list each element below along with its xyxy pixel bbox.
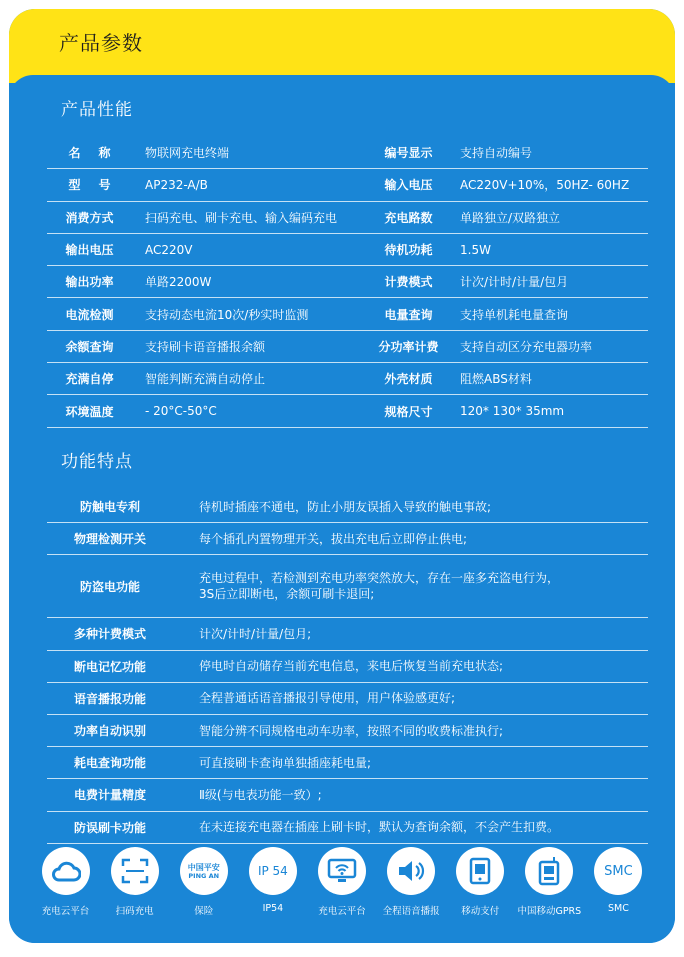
logo-sub: PING AN	[188, 871, 220, 880]
feature-description	[173, 626, 648, 642]
badge-label: 保险	[194, 906, 214, 917]
spec-row	[47, 202, 648, 234]
spec-label: 输出电压	[65, 243, 114, 258]
ping-an-logo	[180, 847, 228, 895]
badge-item	[31, 847, 100, 917]
feature-row	[47, 747, 648, 779]
feature-label: 防误刷卡功能	[73, 820, 146, 835]
feature-description	[173, 531, 648, 547]
badge-text: IP 54	[257, 864, 288, 878]
feature-description-line: 在未连接充电器在插座上刷卡时，默认为查询余额，不会产生扣费。	[199, 820, 560, 835]
spec-row	[47, 137, 648, 169]
spec-label: 电量查询	[384, 307, 433, 322]
spec-row	[47, 331, 648, 363]
feature-description	[173, 787, 648, 803]
feature-description-line: 待机时插座不通电，防止小朋友误插入导致的触电事故;	[199, 499, 492, 514]
badge-item	[238, 847, 307, 917]
badge-item	[100, 847, 169, 917]
feature-row	[47, 618, 648, 650]
feature-label: 断电记忆功能	[73, 659, 146, 674]
ip54-icon	[249, 847, 297, 895]
specs-table	[47, 137, 648, 428]
feature-row	[47, 555, 648, 618]
feature-row	[47, 523, 648, 555]
feature-description-line: 计次/计时/计量/包月;	[199, 626, 312, 641]
spec-value: 支持刷卡语音播报余额	[145, 339, 266, 354]
spec-label: 消费方式	[65, 210, 114, 225]
page-title: 产品参数	[59, 31, 143, 55]
spec-label: 输入电压	[384, 178, 433, 193]
feature-row	[47, 683, 648, 715]
feature-description	[173, 658, 648, 674]
mobile-pay-icon	[456, 847, 504, 895]
spec-value: AC220V	[145, 242, 193, 257]
monitor-wifi-icon	[318, 847, 366, 895]
feature-description-line: Ⅱ级(与电表功能一致）;	[199, 787, 322, 802]
spec-label: 外壳材质	[384, 372, 433, 387]
spec-label: 规格尺寸	[384, 404, 433, 419]
feature-label: 防盗电功能	[79, 579, 140, 594]
feature-label: 多种计费模式	[73, 627, 146, 642]
speaker-icon	[387, 847, 435, 895]
feature-label: 耗电查询功能	[73, 756, 146, 771]
spec-label: 待机功耗	[384, 243, 433, 258]
cloud-icon	[42, 847, 90, 895]
spec-row	[47, 298, 648, 330]
specs-section-title: 产品性能	[61, 100, 133, 120]
spec-value: 物联网充电终端	[145, 146, 230, 161]
feature-row	[47, 715, 648, 747]
feature-description	[173, 755, 648, 771]
feature-description-line: 充电过程中，若检测到充电功率突然放大，存在一座多充盗电行为，	[199, 571, 560, 586]
spec-value: AP232-A/B	[145, 177, 208, 192]
feature-description	[173, 819, 648, 835]
spec-row	[47, 395, 648, 427]
spec-label: 型号	[68, 178, 129, 193]
feature-description-line: 停电时自动储存当前充电信息，来电后恢复当前充电状态;	[199, 659, 504, 674]
feature-label: 防触电专利	[79, 500, 140, 515]
spec-value: 单路独立/双路独立	[460, 210, 561, 225]
spec-value: AC220V+10%，50HZ- 60HZ	[460, 178, 630, 193]
spec-value: 智能判断充满自动停止	[145, 372, 266, 387]
feature-label: 物理检测开关	[73, 532, 146, 547]
spec-value: 支持单机耗电量查询	[460, 307, 569, 322]
badge-item	[169, 847, 238, 917]
feature-description	[173, 570, 648, 602]
feature-badges	[31, 847, 653, 917]
features-section-title: 功能特点	[61, 452, 133, 472]
spec-value: - 20°C-50°C	[145, 404, 217, 419]
feature-description	[173, 690, 648, 706]
badge-item	[377, 847, 446, 917]
badge-label: 扫码充电	[115, 906, 154, 917]
spec-label: 计费模式	[384, 275, 433, 290]
feature-row	[47, 812, 648, 844]
spec-label: 输出功率	[65, 275, 114, 290]
spec-value: 阻燃ABS材料	[460, 372, 532, 387]
badge-item	[307, 847, 376, 917]
badge-item	[584, 847, 653, 917]
spec-label: 环境温度	[65, 404, 114, 419]
badge-label: 充电云平台	[318, 906, 366, 917]
badge-item	[446, 847, 515, 917]
spec-value: 支持自动编号	[460, 146, 533, 161]
feature-description	[173, 723, 648, 739]
badge-label: 充电云平台	[41, 906, 90, 917]
spec-row	[47, 363, 648, 395]
badge-label: 移动支付	[461, 906, 500, 917]
spec-label: 电流检测	[65, 307, 114, 322]
badge-label: SMC	[607, 903, 629, 914]
feature-description-line: 智能分辨不同规格电动车功率，按照不同的收费标准执行;	[199, 723, 504, 738]
spec-label: 编号显示	[384, 146, 433, 161]
features-table	[47, 491, 648, 844]
scan-icon	[111, 847, 159, 895]
spec-value: 计次/计时/计量/包月	[460, 275, 569, 290]
spec-label: 分功率计费	[378, 339, 439, 354]
feature-description-line: 可直接刷卡查询单独插座耗电量;	[199, 755, 372, 770]
feature-description-line: 全程普通话语音播报引导使用，用户体验感更好;	[199, 691, 456, 706]
spec-value: 支持自动区分充电器功率	[460, 339, 593, 354]
badge-label: 中国移动GPRS	[517, 906, 582, 917]
spec-value: 单路2200W	[145, 275, 212, 290]
feature-row	[47, 491, 648, 523]
feature-description-line: 3S后立即断电，余额可刷卡退回;	[199, 587, 375, 602]
feature-description	[173, 499, 648, 515]
smc-icon	[594, 847, 642, 895]
spec-label: 名称	[68, 146, 129, 161]
badge-label: IP54	[262, 903, 284, 914]
spec-row	[47, 234, 648, 266]
feature-row	[47, 651, 648, 683]
badge-item	[515, 847, 584, 917]
logo-text: 中国平安	[187, 862, 220, 872]
gprs-device-icon	[525, 847, 573, 895]
spec-label: 余额查询	[65, 339, 114, 354]
feature-row	[47, 779, 648, 811]
spec-value: 支持动态电流10次/秒实时监测	[145, 307, 309, 322]
spec-value: 120* 130* 35mm	[460, 404, 565, 419]
feature-label: 电费计量精度	[73, 788, 146, 803]
feature-description-line: 每个插孔内置物理开关，拔出充电后立即停止供电;	[199, 531, 468, 546]
spec-label: 充满自停	[65, 372, 114, 387]
spec-value: 扫码充电、刷卡充电、输入编码充电	[145, 210, 338, 225]
badge-label: 全程语音播报	[382, 906, 440, 917]
product-card	[9, 9, 675, 943]
spec-row	[47, 169, 648, 201]
spec-row	[47, 266, 648, 298]
spec-value: 1.5W	[460, 242, 491, 257]
header-banner	[9, 9, 675, 83]
badge-text: SMC	[604, 863, 633, 879]
feature-label: 语音播报功能	[73, 691, 146, 706]
spec-label: 充电路数	[384, 210, 433, 225]
feature-label: 功率自动识别	[73, 724, 146, 739]
